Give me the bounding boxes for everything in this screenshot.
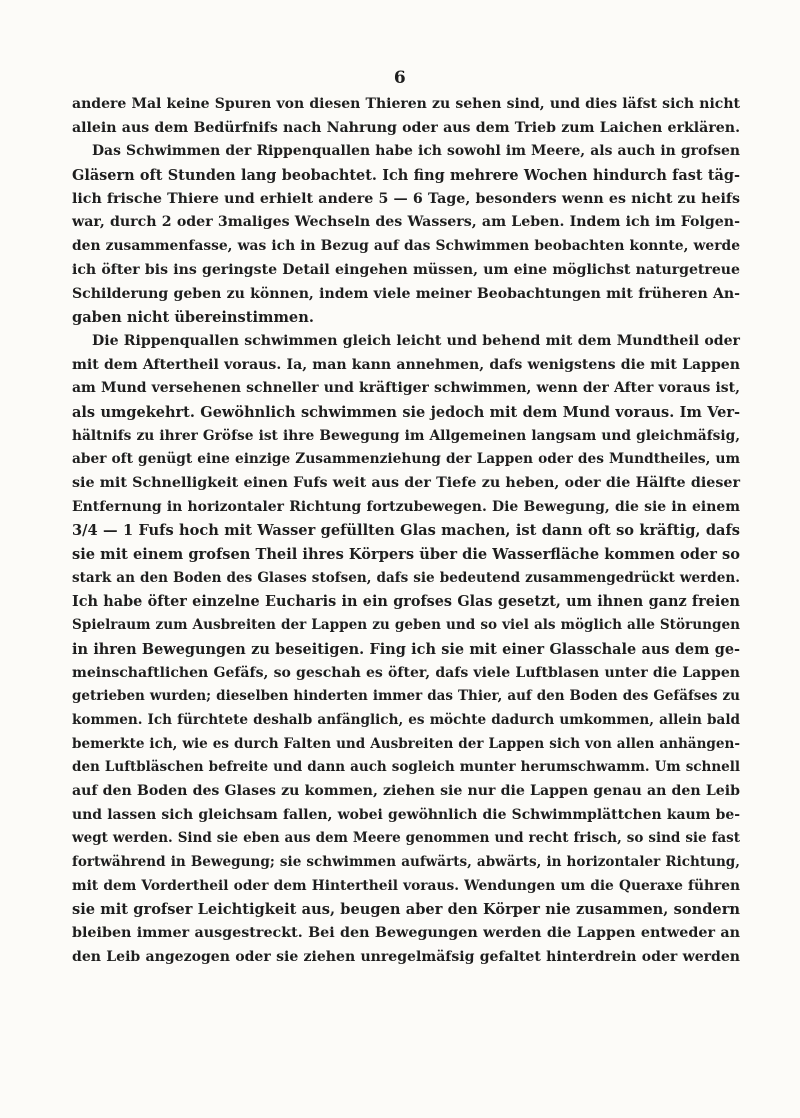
text-line: hältnifs zu ihrer Gröfse ist ihre Bewegung im Allgemeinen langsam und gleichmäfsig, <box>72 427 740 444</box>
text-line: und lassen sich gleichsam fallen, wobei gewöhnlich die Schwimmplättchen kaum be- <box>72 806 740 823</box>
text-line: kommen. Ich fürchtete deshalb anfänglich, es möchte dadurch umkommen, allein bald <box>72 711 740 728</box>
text-line: war, durch 2 oder 3maliges Wechseln des Wassers, am Leben. Indem ich im Folgen- <box>72 214 740 231</box>
text-line: Spielraum zum Ausbreiten der Lappen zu geben und so viel als möglich alle Störungen <box>72 617 740 634</box>
text-line: wegt werden. Sind sie eben aus dem Meere genommen und recht frisch, so sind sie fast <box>72 830 740 847</box>
text-line: mit dem Vordertheil oder dem Hintertheil voraus. Wendungen um die Queraxe führen <box>72 877 740 894</box>
text-line: meinschaftlichen Gefäfs, so geschah es öfter, dafs viele Luftblasen unter die Lappen <box>72 664 740 681</box>
text-line: bemerkte ich, wie es durch Falten und Ausbreiten der Lappen sich von allen anhängen- <box>72 735 740 752</box>
text-line: in ihren Bewegungen zu beseitigen. Fing ich sie mit einer Glasschale aus dem ge- <box>72 640 740 658</box>
text-line: sie mit Schnelligkeit einen Fufs weit aus der Tiefe zu heben, oder die Hälfte dieser <box>72 475 740 491</box>
body-text <box>72 93 740 969</box>
text-line: allein aus dem Bedürfnifs nach Nahrung oder aus dem Trieb zum Laichen erklären. <box>72 119 740 136</box>
text-line: auf den Boden des Glases zu kommen, ziehen sie nur die Lappen genau an den Leib <box>72 782 740 799</box>
text-line: sie mit grofser Leichtigkeit aus, beugen aber den Körper nie zusammen, sondern <box>72 901 740 919</box>
text-line: fortwährend in Bewegung; sie schwimmen aufwärts, abwärts, in horizontaler Richtung, <box>72 854 740 870</box>
text-line: Entfernung in horizontaler Richtung fortzubewegen. Die Bewegung, die sie in einem <box>72 498 740 515</box>
text-line: lich frische Thiere und erhielt andere 5 — 6 Tage, besonders wenn es nicht zu heifs <box>72 190 740 207</box>
text-line: Gläsern oft Stunden lang beobachtet. Ich fing mehrere Wochen hindurch fast täg- <box>72 167 740 185</box>
text-line: sie mit einem grofsen Theil ihres Körpers über die Wasserfläche kommen oder so <box>72 546 740 564</box>
text-line: ich öfter bis ins geringste Detail eingehen müssen, um eine möglichst naturgetreue <box>72 261 740 278</box>
page-number: 6 <box>393 68 407 88</box>
text-line: getrieben wurden; dieselben hinderten immer das Thier, auf den Boden des Gefäfses zu <box>72 688 740 705</box>
text-line: aber oft genügt eine einzige Zusammenziehung der Lappen oder des Mundtheiles, um <box>72 451 740 468</box>
text-line: den Leib angezogen oder sie ziehen unregelmäfsig gefaltet hinterdrein oder werden <box>72 948 740 965</box>
paragraph-start-line: Das Schwimmen der Rippenquallen habe ich sowohl im Meere, als auch in grofsen <box>92 143 740 160</box>
text-line: bleiben immer ausgestreckt. Bei den Bewegungen werden die Lappen entweder an <box>72 925 740 942</box>
text-line: am Mund versehenen schneller und kräftiger schwimmen, wenn der After voraus ist, <box>72 380 740 397</box>
text-line: Schilderung geben zu können, indem viele meiner Beobachtungen mit früheren An- <box>72 285 740 302</box>
text-line: als umgekehrt. Gewöhnlich schwimmen sie jedoch mit dem Mund voraus. Im Ver- <box>72 403 740 421</box>
text-line: andere Mal keine Spuren von diesen Thieren zu sehen sind, und dies läfst sich nicht <box>72 96 740 112</box>
text-line: 3/4 — 1 Fufs hoch mit Wasser gefüllten Glas machen, ist dann oft so kräftig, dafs <box>72 522 740 540</box>
text-line: mit dem Aftertheil voraus. Ia, man kann annehmen, dafs wenigstens die mit Lappen <box>72 356 740 373</box>
text-line: den zusammenfasse, was ich in Bezug auf das Schwimmen beobachten konnte, werde <box>72 238 740 255</box>
text-line: Ich habe öfter einzelne Eucharis in ein grofses Glas gesetzt, um ihnen ganz freien <box>72 593 740 611</box>
paragraph-start-line: Die Rippenquallen schwimmen gleich leicht und behend mit dem Mundtheil oder <box>92 332 740 349</box>
text-line: den Luftbläschen befreite und dann auch sogleich munter herumschwamm. Um schnell <box>72 759 740 776</box>
paragraph-end-line: gaben nicht übereinstimmen. <box>72 309 314 327</box>
text-line: stark an den Boden des Glases stofsen, dafs sie bedeutend zusammengedrückt werden. <box>72 569 740 586</box>
